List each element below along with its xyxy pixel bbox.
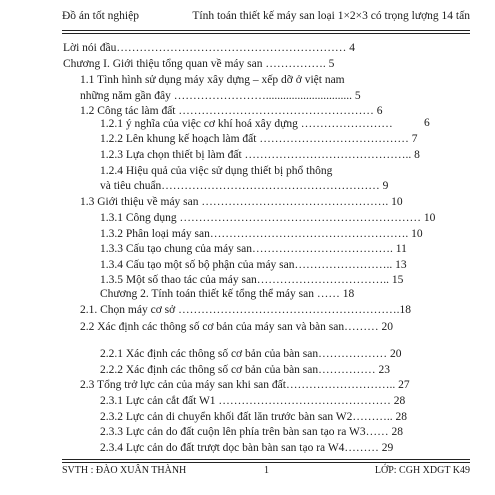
- page-number: 6: [424, 117, 430, 129]
- toc-entry: Chương I. Giới thiệu tổng quan về máy san ……………. 5: [63, 58, 335, 70]
- toc-entry: 1.2.2 Lên khung kế hoạch làm đất ………………………………… 7: [100, 133, 418, 145]
- footer-rule-thin: [62, 459, 470, 460]
- toc-entry: những năm gần đây …………………….............................. 5: [80, 90, 361, 102]
- toc-entry: 2.3.4 Lực cản do đất trượt dọc bàn bàn san tạo ra W4……… 29: [100, 442, 394, 454]
- footer-rule-thick: [62, 462, 470, 463]
- header-left-text: Đồ án tốt nghiệp: [62, 10, 139, 22]
- toc-entry: 1.3.1 Công dụng ……………………………………………………… 10: [100, 212, 436, 224]
- toc-entry: 2.1. Chọn máy cơ sở ………………………………………………….18: [80, 304, 411, 316]
- toc-entry: 1.2.3 Lựa chọn thiết bị làm đất …………………………………….. 8: [100, 149, 420, 161]
- toc-entry: Lời nói đầu…………………………………………………… 4: [63, 42, 355, 54]
- toc-entry: 1.2 Công tác làm đất …………………………………………… 6: [80, 105, 383, 117]
- toc-entry: 2.2 Xác định các thông số cơ bản của máy san và bàn san……… 20: [80, 321, 393, 333]
- footer-author: SVTH : ĐÀO XUÂN THÀNH: [62, 465, 187, 476]
- toc-entry: 1.3.2 Phân loại máy san……………………………………………. 10: [100, 228, 423, 240]
- toc-entry: 1.3.5 Một số thao tác của máy san…………………………….. 15: [100, 274, 404, 286]
- toc-entry: Chương 2. Tính toán thiết kế tổng thể máy san …… 18: [100, 288, 355, 300]
- header-right-text: Tính toán thiết kế máy san loại 1×2×3 có trọng lượng 14 tấn: [192, 10, 470, 22]
- toc-entry: 2.2.2 Xác định các thông số cơ bản của bàn san…………… 23: [100, 364, 390, 376]
- toc-entry: 2.2.1 Xác định các thông số cơ bản của bàn san……………… 20: [100, 348, 402, 360]
- toc-entry: 2.3.2 Lực cản di chuyển khối đất lăn trước bàn san W2……….. 28: [100, 411, 408, 423]
- toc-entry: 2.3.3 Lực cản do đất cuộn lên phía trên bàn san tạo ra W3…… 28: [100, 426, 404, 438]
- toc-entry: 1.3.3 Cấu tạo chung của máy san………………………………. 11: [100, 243, 407, 255]
- footer-page-number: 1: [264, 465, 269, 476]
- page-footer: [62, 465, 470, 481]
- footer-class: LỚP: CGH XDGT K49: [374, 465, 470, 476]
- toc-entry: 2.3.1 Lực cản cắt đất W1 ……………………………………… 28: [100, 395, 406, 407]
- toc-entry: 1.2.1 ý nghĩa của việc cơ khí hoá xây dựng ……………………: [100, 118, 393, 130]
- toc-entry: 1.1 Tình hình sử dụng máy xây dựng – xếp dỡ ở việt nam: [80, 74, 345, 86]
- toc-entry: 2.3 Tổng trở lực cản của máy san khi san đất……………………….. 27: [80, 379, 410, 391]
- toc-entry: và tiêu chuẩn………………………………………………… 9: [100, 180, 389, 192]
- toc-entry: 1.3.4 Cấu tạo một số bộ phận của máy san…………………….. 13: [100, 259, 407, 271]
- toc-entry: 1.2.4 Hiệu quả của việc sử dụng thiết bị phổ thông: [100, 165, 333, 177]
- toc-entry: 1.3 Giới thiệu về máy san …………………………………………. 10: [80, 196, 403, 208]
